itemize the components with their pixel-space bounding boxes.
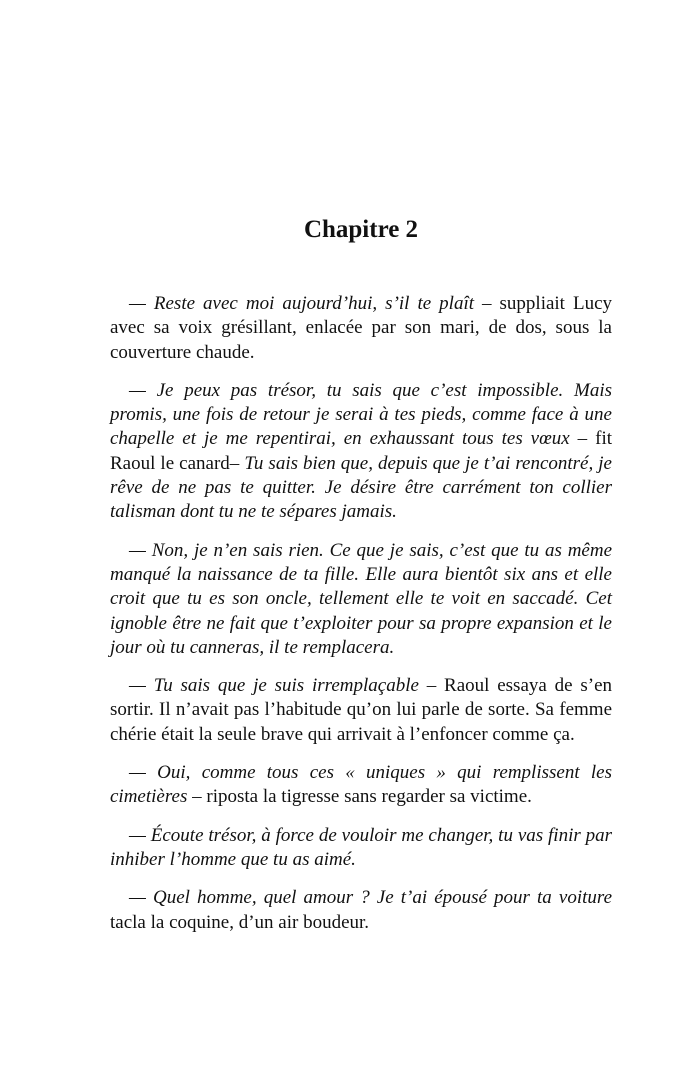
dialogue-text: — Oui, comme tous ces « uniques » qui remplissent les cimetières <box>110 762 612 808</box>
dialogue-text: — Non, je n’en sais rien. Ce que je sais, c’est que tu as même manqué la naissance de ta fille. Elle aura bientôt six ans et elle croit que tu es son oncle, tellement elle te voit en saccadé. Cet ignoble être ne fait que t’exploiter pour sa propre expansion et le jour où tu canneras, il te remplacera. <box>110 539 612 658</box>
paragraph <box>110 674 612 747</box>
paragraph <box>110 539 612 660</box>
dialogue-text: — Je peux pas trésor, tu sais que c’est impossible. Mais promis, une fois de retour je serai à tes pieds, comme face à une chapelle et je me repentirai, en exhaussant tous tes vœux <box>110 379 612 450</box>
dialogue-text: — Quel homme, quel amour ? Je t’ai épousé pour ta voiture <box>129 887 612 909</box>
dialogue-text: Tu sais bien que, depuis que je t’ai rencontré, je rêve de ne pas te quitter. Je désire être carrément ton collier talisman dont tu ne te sépares jamais. <box>110 452 612 523</box>
book-page <box>110 210 612 949</box>
narration-text: – Raoul essaya de s’en sortir. Il n’avait pas l’habitude qu’on lui parle de sorte. Sa femme chérie était la seule brave qui arrivait à l’enfoncer comme ça. <box>110 675 612 745</box>
dialogue-text: — Reste avec moi aujourd’hui, s’il te plaît <box>129 293 475 314</box>
narration-text: – suppliait Lucy avec sa voix grésillant, enlacée par son mari, de dos, sous la couverture chaude. <box>110 293 613 363</box>
narration-text: tacla la coquine, d’un air boudeur. <box>110 911 370 933</box>
dialogue-text: — Écoute trésor, à force de vouloir me changer, tu vas finir par inhiber l’homme que tu as aimé. <box>110 824 612 870</box>
paragraph <box>110 886 612 935</box>
paragraph <box>110 379 612 525</box>
chapter-title: Chapitre 2 <box>303 216 419 243</box>
paragraph <box>110 761 612 810</box>
paragraph <box>110 824 612 873</box>
narration-text: – fit Raoul le canard– <box>110 428 613 474</box>
narration-text: – riposta la tigresse sans regarder sa victime. <box>187 786 532 808</box>
paragraph <box>110 292 612 365</box>
dialogue-text: — Tu sais que je suis irremplaçable <box>129 675 419 697</box>
